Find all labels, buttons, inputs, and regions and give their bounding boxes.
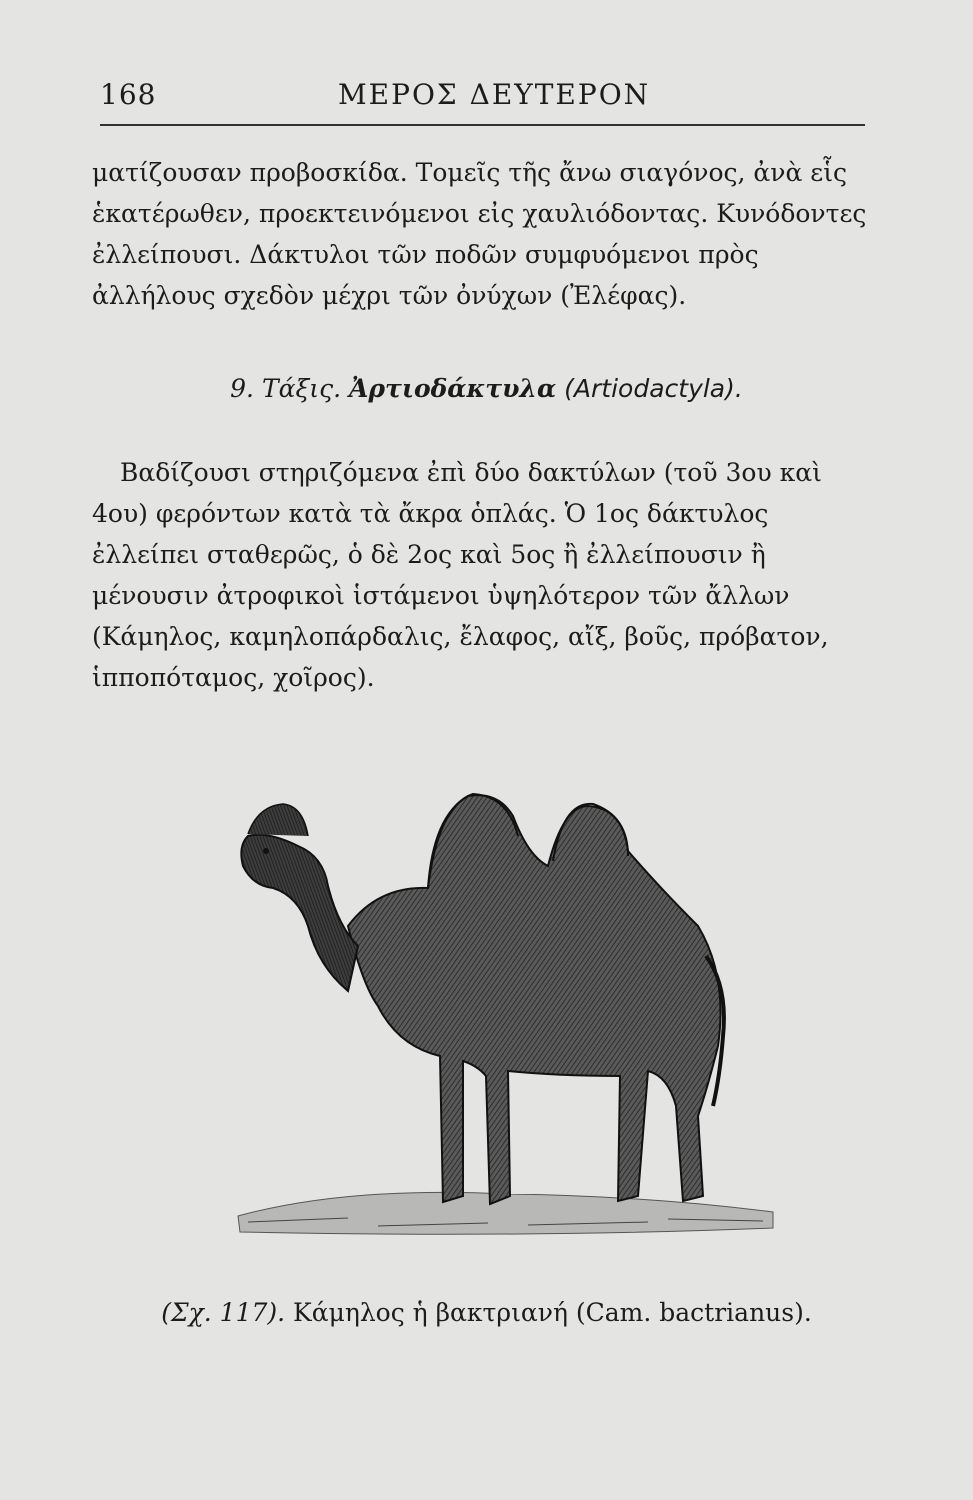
section-label: Τάξις. [261, 374, 342, 403]
camel-illustration [228, 776, 788, 1256]
section-heading [0, 374, 973, 403]
running-head: ΜΕΡΟΣ ΔΕΥΤΕΡΟΝ [338, 78, 651, 111]
section-greek-name: Ἀρτιοδάκτυλα [349, 374, 557, 403]
paragraph-elephants: ματίζουσαν προβοσκίδα. Τομεῖς τῆς ἄνω σιαγόνος, ἀνὰ εἷς ἑκατέρωθεν, προεκτεινόμενοι εἰς χαυλιόδοντας. Κυνόδοντες ἐλλείπουσι. Δάκτυλοι τῶν ποδῶν συμφυόμενοι πρὸς ἀλλήλους σχεδὸν μέχρι τῶν ὀνύχων (Ἐλέφας). [92, 158, 867, 310]
figure-caption-text: Κάμηλος ἡ βακτριανή (Cam. bactrianus). [293, 1298, 812, 1327]
page-number: 168 [100, 78, 157, 111]
figure-caption [0, 1298, 973, 1327]
paragraph-artiodactyla [92, 452, 870, 698]
paragraph-artiodactyla-text: Βαδίζουσι στηριζόμενα ἐπὶ δύο δακτύλων (τοῦ 3ου καὶ 4ου) φερόντων κατὰ τὰ ἄκρα ὁπλάς. Ὁ 1ος δάκτυλος ἐλλείπει σταθερῶς, ὁ δὲ 2ος καὶ 5ος ἢ ἐλλείπουσιν ἢ μένουσιν ἀτροφικοὶ ἱστάμενοι ὑψηλότερον τῶν ἄλλων (Κάμηλος, καμηλοπάρδαλις, ἔλαφος, αἴξ, βοῦς, πρόβατον, ἱπποπόταμος, χοῖρος). [92, 458, 829, 692]
section-number: 9. [230, 374, 255, 403]
bactrian-camel-icon [228, 776, 788, 1256]
section-latin-name: (Artiodactyla). [564, 374, 743, 403]
figure-reference: (Σχ. 117). [161, 1298, 286, 1327]
header-rule [100, 124, 865, 126]
page-header [100, 78, 865, 122]
